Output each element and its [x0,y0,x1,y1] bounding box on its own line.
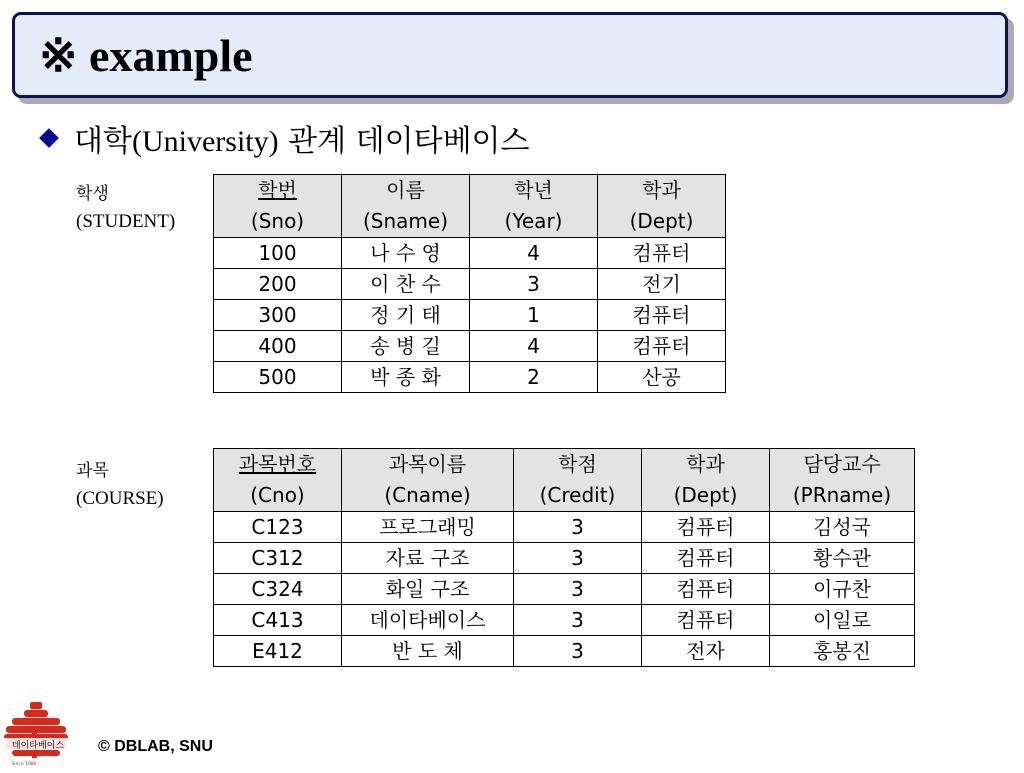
course-header-prname-kor: 담당교수 [803,452,881,476]
student-header-row [214,175,726,238]
table-cell: 황수관 [770,543,915,574]
course-header-dept [642,449,770,512]
table-cell: 전기 [598,269,726,300]
student-header-sno-eng: (Sno) [250,209,305,233]
table-cell: 전자 [642,636,770,667]
table-cell: 컴퓨터 [642,543,770,574]
table-row [214,543,915,574]
table-cell: 3 [470,269,598,300]
table-row [214,636,915,667]
course-header-cname [342,449,514,512]
table-row [214,574,915,605]
student-header-year [470,175,598,238]
table-cell: 프로그래밍 [342,512,514,543]
course-label-kor: 과목 [76,461,109,481]
table-cell: 3 [514,512,642,543]
student-table-label [76,180,175,236]
student-header-dept-kor: 학과 [642,178,681,202]
table-cell: 200 [214,269,342,300]
course-label-eng: (COURSE) [76,488,164,509]
student-header-year-kor: 학년 [514,178,553,202]
table-row [214,605,915,636]
table-row [214,300,726,331]
table-row [214,362,726,393]
student-header-year-eng: (Year) [504,209,563,233]
table-cell: 3 [514,605,642,636]
table-cell: C312 [214,543,342,574]
table-row [214,269,726,300]
course-header-credit-kor: 학점 [558,452,597,476]
table-cell: 자료 구조 [342,543,514,574]
course-header-dept-kor: 학과 [686,452,725,476]
student-label-eng: (STUDENT) [76,211,176,232]
course-table-label [76,457,164,513]
table-cell: 반 도 체 [342,636,514,667]
table-cell: 컴퓨터 [598,238,726,269]
table-cell: 송 병 길 [342,331,470,362]
table-row [214,331,726,362]
course-header-credit [514,449,642,512]
course-header-prname-eng: (PRname) [792,483,892,507]
table-cell: 100 [214,238,342,269]
student-header-sname-eng: (Sname) [362,209,449,233]
course-header-cname-eng: (Cname) [384,483,471,507]
student-header-sname [342,175,470,238]
student-header-sname-kor: 이름 [386,178,425,202]
bullet-text-kor-2: 관계 데이타베이스 [278,124,530,159]
table-cell: 홍봉진 [770,636,915,667]
table-row [214,238,726,269]
student-header-dept-eng: (Dept) [629,209,694,233]
student-header-dept [598,175,726,238]
table-cell: 정 기 태 [342,300,470,331]
student-table [213,174,726,393]
table-cell: 컴퓨터 [642,605,770,636]
table-cell: 400 [214,331,342,362]
table-cell: 김성국 [770,512,915,543]
table-cell: 300 [214,300,342,331]
table-cell: 나 수 영 [342,238,470,269]
table-cell: 4 [470,238,598,269]
course-header-cno-eng: (Cno) [250,483,305,507]
table-cell: 컴퓨터 [598,331,726,362]
table-cell: C324 [214,574,342,605]
table-row [214,512,915,543]
course-table [213,448,915,667]
course-header-credit-eng: (Credit) [539,483,616,507]
table-cell: 이일로 [770,605,915,636]
table-cell: 컴퓨터 [598,300,726,331]
database-logo-icon [0,700,76,768]
table-cell: 3 [514,543,642,574]
course-header-row [214,449,915,512]
table-cell: E412 [214,636,342,667]
student-label-kor: 학생 [76,184,109,204]
student-header-sno [214,175,342,238]
table-cell: C123 [214,512,342,543]
table-cell: 3 [514,574,642,605]
dblab-logo [0,700,76,768]
table-cell: 화일 구조 [342,574,514,605]
bullet-item [38,118,530,158]
table-cell: 500 [214,362,342,393]
table-cell: 이 찬 수 [342,269,470,300]
course-header-dept-eng: (Dept) [673,483,738,507]
diamond-bullet-icon [39,128,59,148]
table-cell: 데이타베이스 [342,605,514,636]
logo-caption: 데이타베이스 [11,741,65,751]
student-header-sno-kor: 학번 [258,178,297,202]
table-cell: 1 [470,300,598,331]
course-header-cno-kor: 과목번호 [238,452,317,476]
course-header-cname-kor: 과목이름 [388,452,467,476]
slide-title: ※ example [39,30,253,81]
bullet-text-kor-1: 대학 [74,124,132,159]
title-box [12,12,1008,98]
table-cell: 박 종 화 [342,362,470,393]
table-cell: C413 [214,605,342,636]
table-cell: 2 [470,362,598,393]
course-header-prname [770,449,915,512]
course-header-cno [214,449,342,512]
table-cell: 4 [470,331,598,362]
table-cell: 이규찬 [770,574,915,605]
bullet-text-latin: (University) [131,125,279,158]
bullet-text [74,116,530,160]
logo-since: Since 1980 [11,762,37,767]
copyright-text: © DBLAB, SNU [98,738,213,755]
table-cell: 3 [514,636,642,667]
table-cell: 산공 [598,362,726,393]
table-cell: 컴퓨터 [642,574,770,605]
table-cell: 컴퓨터 [642,512,770,543]
